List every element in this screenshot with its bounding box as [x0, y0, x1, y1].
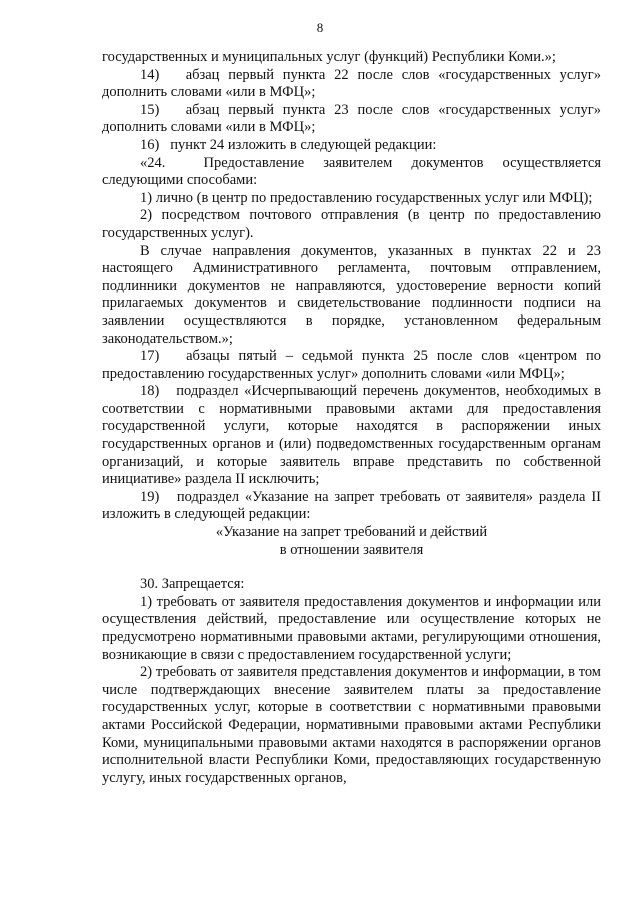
paragraph: 15) абзац первый пункта 23 после слов «государственных услуг» дополнить словами «или в МФЦ»; [102, 101, 601, 136]
section-heading-line-1: «Указание на запрет требований и действий [215, 524, 488, 541]
paragraph: 16) пункт 24 изложить в следующей редакции: [140, 136, 437, 153]
paragraph: 14) абзац первый пункта 22 после слов «государственных услуг» дополнить словами «или в МФЦ»; [102, 66, 601, 101]
paragraph: 19) подраздел «Указание на запрет требовать от заявителя» раздела II изложить в следующей редакции: [102, 488, 601, 523]
paragraph: 2) требовать от заявителя представления документов и информации, в том числе подтверждающих внесение заявителем платы за предоставление государственных услуг, которые в соответствии с нормативными правовыми актами Российской Федерации, нормативными правовыми актами Республики Коми, муниципальными правовыми актами находятся в распоряжении органов исполнительной власти Республики Коми, предоставляющих государственную услугу, иных государственных органов, [102, 664, 601, 786]
paragraph: 1) лично (в центр по предоставлению государственных услуг или МФЦ); [140, 189, 593, 206]
blank-line [102, 559, 601, 576]
paragraph: 30. Запрещается: [140, 576, 245, 593]
paragraph: государственных и муниципальных услуг (функций) Республики Коми.»; [102, 49, 556, 65]
paragraph: 17) абзацы пятый – седьмой пункта 25 после слов «центром по предоставлению государственных услуг» дополнить словами «или МФЦ»; [102, 348, 601, 382]
paragraph: В случае направления документов, указанных в пунктах 22 и 23 настоящего Административного регламента, почтовым отправлением, подлинники документов не направляются, удостоверение верности копий прилагаемых документов и свидетельствование подлинности подписи на заявлении осуществляются в порядке, установленном федеральным законодательством.»; [102, 242, 601, 347]
document-body [102, 49, 601, 787]
paragraph: «24. Предоставление заявителем документов осуществляется следующими способами: [102, 154, 601, 189]
paragraph: 18) подраздел «Исчерпывающий перечень документов, необходимых в соответствии с нормативными правовыми актами для предоставления государственной услуги, которые находятся в распоряжении иных государственных органов и (или) подведомственных государственным органам организаций, и которые заявитель вправе представить по собственной инициативе» раздела II исключить; [102, 383, 601, 488]
paragraph: 1) требовать от заявителя предоставления документов и информации или осуществления действий, предоставление или осуществление которых не предусмотрено нормативными правовыми актами, регулирующими отношения, возникающие в связи с предоставлением государственной услуги; [102, 593, 601, 663]
section-heading-line-2: в отношении заявителя [279, 541, 424, 558]
page-number: 8 [316, 20, 324, 35]
paragraph: 2) посредством почтового отправления (в центр по предоставлению государственных услуг). [102, 207, 601, 241]
